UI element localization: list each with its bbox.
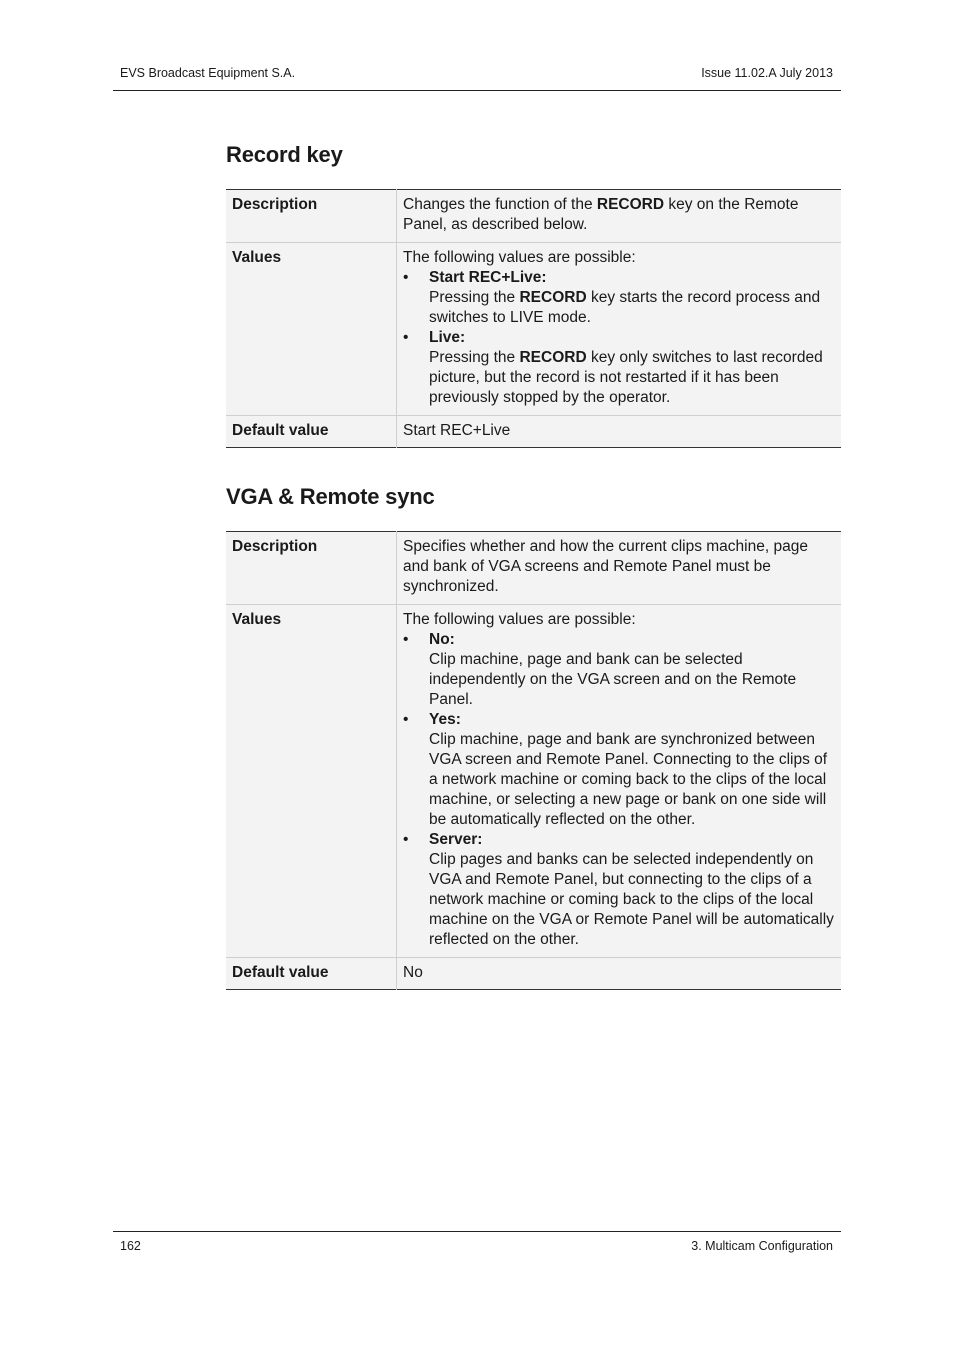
description-label: Description — [226, 190, 397, 243]
option-title: Start REC+Live: — [429, 269, 547, 286]
values-label: Values — [226, 605, 397, 958]
table-row — [226, 958, 841, 990]
description-value: Changes the function of the RECORD key on the Remote Panel, as described below. — [397, 190, 842, 243]
option-text: Pressing the RECORD key starts the record process and switches to LIVE mode. — [429, 289, 821, 326]
table-row — [226, 190, 841, 243]
option-title: Server: — [429, 831, 483, 848]
page-footer — [113, 1231, 841, 1258]
option-title: No: — [429, 631, 455, 648]
option-text: Clip machine, page and bank are synchronized between VGA screen and Remote Panel. Connecting to the clips of a network machine or coming back to the clips of the local machine, or selecting a new page or bank on one side will be automatically reflected on the other. — [429, 731, 828, 828]
values-list — [397, 243, 842, 416]
default-value: Start REC+Live — [403, 422, 511, 439]
bullet-icon: • — [403, 631, 409, 648]
chapter-title: 3. Multicam Configuration — [691, 1239, 833, 1253]
option-text: Pressing the RECORD key only switches to last recorded picture, but the record is not restarted if it has been previously stopped by the operator. — [429, 349, 823, 406]
page-header — [113, 64, 841, 91]
values-intro: The following values are possible: — [403, 611, 636, 628]
record-key-table — [226, 189, 841, 448]
page-number: 162 — [120, 1239, 141, 1253]
company-name: EVS Broadcast Equipment S.A. — [120, 66, 296, 80]
option-title: Live: — [429, 329, 466, 346]
vga-remote-sync-table — [226, 531, 841, 990]
table-row — [226, 243, 841, 416]
option-text: Clip pages and banks can be selected independently on VGA and Remote Panel, but connecting to the clips of a network machine or coming back to the clips of the local machine on the VGA or Remote Panel will be automatically reflected on the other. — [429, 851, 834, 948]
bullet-icon: • — [403, 329, 409, 346]
list-item — [403, 830, 835, 950]
default-value-label: Default value — [226, 416, 397, 448]
table-row — [226, 605, 841, 958]
bullet-icon: • — [403, 831, 409, 848]
values-intro: The following values are possible: — [403, 249, 636, 266]
table-row — [226, 532, 841, 605]
list-item — [403, 328, 835, 408]
table-row — [226, 416, 841, 448]
section-title-record-key: Record key — [226, 142, 343, 167]
bullet-icon: • — [403, 711, 409, 728]
bullet-icon: • — [403, 269, 409, 286]
option-title: Yes: — [429, 711, 461, 728]
description-value: Specifies whether and how the current clips machine, page and bank of VGA screens and Remote Panel must be synchronized. — [397, 532, 842, 605]
option-text: Clip machine, page and bank can be selected independently on the VGA screen and on the Remote Panel. — [429, 651, 797, 708]
values-list — [397, 605, 842, 958]
list-item — [403, 630, 835, 710]
list-item — [403, 710, 835, 830]
section-title-vga-remote-sync: VGA & Remote sync — [226, 484, 435, 509]
list-item — [403, 268, 835, 328]
issue-date: Issue 11.02.A July 2013 — [701, 66, 833, 80]
default-value-label: Default value — [226, 958, 397, 990]
values-label: Values — [226, 243, 397, 416]
default-value: No — [403, 964, 423, 981]
description-label: Description — [226, 532, 397, 605]
